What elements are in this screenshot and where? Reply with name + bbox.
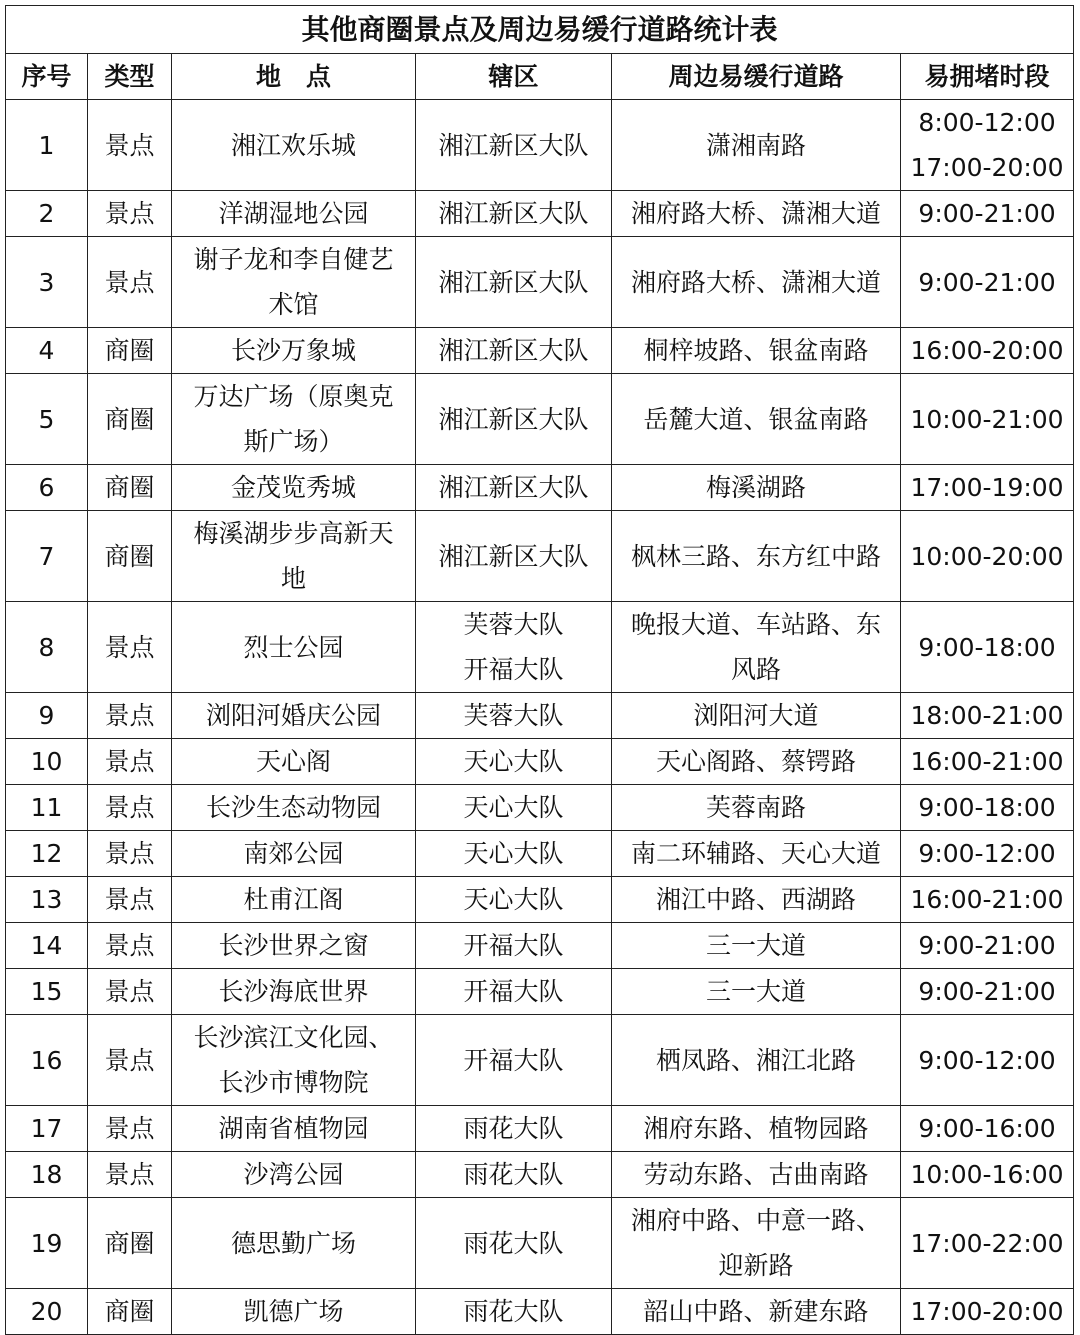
row-time: 10:00-16:00 <box>901 1152 1074 1198</box>
header-row <box>6 54 1074 100</box>
row-type: 景点 <box>88 237 172 328</box>
row-time: 16:00-21:00 <box>901 877 1074 923</box>
row-place: 梅溪湖步步高新天 地 <box>172 511 416 602</box>
table-row <box>6 328 1074 374</box>
row-time: 9:00-21:00 <box>901 191 1074 237</box>
row-number: 8 <box>6 602 88 693</box>
row-time: 9:00-12:00 <box>901 1015 1074 1106</box>
row-time: 17:00-22:00 <box>901 1198 1074 1289</box>
row-type: 景点 <box>88 100 172 191</box>
row-place: 谢子龙和李自健艺 术馆 <box>172 237 416 328</box>
row-type: 景点 <box>88 1015 172 1106</box>
row-roads: 湘江中路、西湖路 <box>612 877 901 923</box>
row-roads: 韶山中路、新建东路 <box>612 1289 901 1335</box>
row-time: 18:00-21:00 <box>901 693 1074 739</box>
row-number: 9 <box>6 693 88 739</box>
row-number: 17 <box>6 1106 88 1152</box>
row-roads: 岳麓大道、银盆南路 <box>612 374 901 465</box>
traffic-statistics-table <box>5 5 1074 1335</box>
row-roads: 潇湘南路 <box>612 100 901 191</box>
row-district: 雨花大队 <box>416 1152 612 1198</box>
row-time: 16:00-20:00 <box>901 328 1074 374</box>
row-time: 9:00-12:00 <box>901 831 1074 877</box>
header-district: 辖区 <box>416 54 612 100</box>
row-number: 2 <box>6 191 88 237</box>
row-place: 杜甫江阁 <box>172 877 416 923</box>
row-number: 6 <box>6 465 88 511</box>
row-district: 湘江新区大队 <box>416 191 612 237</box>
row-time: 17:00-20:00 <box>901 1289 1074 1335</box>
row-roads: 桐梓坡路、银盆南路 <box>612 328 901 374</box>
table-row <box>6 511 1074 602</box>
table-row <box>6 969 1074 1015</box>
row-time: 17:00-19:00 <box>901 465 1074 511</box>
row-roads: 三一大道 <box>612 923 901 969</box>
table-row <box>6 1106 1074 1152</box>
row-type: 商圈 <box>88 465 172 511</box>
row-place: 浏阳河婚庆公园 <box>172 693 416 739</box>
row-number: 19 <box>6 1198 88 1289</box>
row-type: 景点 <box>88 877 172 923</box>
row-type: 商圈 <box>88 374 172 465</box>
row-district: 雨花大队 <box>416 1198 612 1289</box>
row-district: 湘江新区大队 <box>416 511 612 602</box>
row-roads: 晚报大道、车站路、东 风路 <box>612 602 901 693</box>
row-type: 景点 <box>88 191 172 237</box>
table-row <box>6 831 1074 877</box>
row-district: 天心大队 <box>416 831 612 877</box>
row-place: 长沙滨江文化园、 长沙市博物院 <box>172 1015 416 1106</box>
row-place: 万达广场（原奥克 斯广场） <box>172 374 416 465</box>
row-time: 9:00-21:00 <box>901 923 1074 969</box>
row-place: 长沙海底世界 <box>172 969 416 1015</box>
table-row <box>6 237 1074 328</box>
table-row <box>6 923 1074 969</box>
row-type: 景点 <box>88 602 172 693</box>
row-number: 12 <box>6 831 88 877</box>
row-number: 20 <box>6 1289 88 1335</box>
row-place: 湖南省植物园 <box>172 1106 416 1152</box>
row-number: 15 <box>6 969 88 1015</box>
table-row <box>6 602 1074 693</box>
header-place: 地 点 <box>172 54 416 100</box>
table-title: 其他商圈景点及周边易缓行道路统计表 <box>6 6 1074 54</box>
header-time: 易拥堵时段 <box>901 54 1074 100</box>
row-district: 天心大队 <box>416 877 612 923</box>
row-number: 7 <box>6 511 88 602</box>
row-time: 10:00-20:00 <box>901 511 1074 602</box>
row-roads: 湘府路大桥、潇湘大道 <box>612 237 901 328</box>
row-place: 德思勤广场 <box>172 1198 416 1289</box>
table-row <box>6 374 1074 465</box>
row-district: 湘江新区大队 <box>416 328 612 374</box>
row-number: 5 <box>6 374 88 465</box>
row-type: 景点 <box>88 693 172 739</box>
row-place: 金茂览秀城 <box>172 465 416 511</box>
row-time: 9:00-21:00 <box>901 237 1074 328</box>
row-roads: 栖凤路、湘江北路 <box>612 1015 901 1106</box>
row-place: 烈士公园 <box>172 602 416 693</box>
row-time: 9:00-21:00 <box>901 969 1074 1015</box>
row-time: 9:00-18:00 <box>901 785 1074 831</box>
row-district: 湘江新区大队 <box>416 100 612 191</box>
row-district: 雨花大队 <box>416 1106 612 1152</box>
row-roads: 南二环辅路、天心大道 <box>612 831 901 877</box>
row-district: 开福大队 <box>416 1015 612 1106</box>
row-place: 南郊公园 <box>172 831 416 877</box>
row-district: 湘江新区大队 <box>416 465 612 511</box>
row-type: 景点 <box>88 739 172 785</box>
table-row <box>6 739 1074 785</box>
table-row <box>6 1198 1074 1289</box>
row-roads: 枫林三路、东方红中路 <box>612 511 901 602</box>
row-type: 景点 <box>88 1106 172 1152</box>
row-number: 1 <box>6 100 88 191</box>
row-type: 景点 <box>88 923 172 969</box>
row-place: 长沙万象城 <box>172 328 416 374</box>
row-type: 景点 <box>88 1152 172 1198</box>
row-district: 雨花大队 <box>416 1289 612 1335</box>
row-district: 芙蓉大队 开福大队 <box>416 602 612 693</box>
row-time: 9:00-18:00 <box>901 602 1074 693</box>
row-district: 开福大队 <box>416 923 612 969</box>
row-type: 商圈 <box>88 328 172 374</box>
row-time: 8:00-12:00 17:00-20:00 <box>901 100 1074 191</box>
row-type: 商圈 <box>88 1289 172 1335</box>
row-place: 沙湾公园 <box>172 1152 416 1198</box>
row-type: 景点 <box>88 785 172 831</box>
table-row <box>6 785 1074 831</box>
row-place: 天心阁 <box>172 739 416 785</box>
row-place: 洋湖湿地公园 <box>172 191 416 237</box>
row-district: 开福大队 <box>416 969 612 1015</box>
row-roads: 天心阁路、蔡锷路 <box>612 739 901 785</box>
row-time: 10:00-21:00 <box>901 374 1074 465</box>
row-place: 湘江欢乐城 <box>172 100 416 191</box>
table-row <box>6 877 1074 923</box>
row-number: 13 <box>6 877 88 923</box>
header-type: 类型 <box>88 54 172 100</box>
row-roads: 浏阳河大道 <box>612 693 901 739</box>
row-place: 长沙生态动物园 <box>172 785 416 831</box>
row-place: 凯德广场 <box>172 1289 416 1335</box>
row-district: 湘江新区大队 <box>416 374 612 465</box>
table-row <box>6 465 1074 511</box>
row-number: 3 <box>6 237 88 328</box>
header-roads: 周边易缓行道路 <box>612 54 901 100</box>
row-time: 9:00-16:00 <box>901 1106 1074 1152</box>
table-row <box>6 1015 1074 1106</box>
row-number: 16 <box>6 1015 88 1106</box>
row-roads: 三一大道 <box>612 969 901 1015</box>
row-district: 天心大队 <box>416 785 612 831</box>
table-row <box>6 693 1074 739</box>
table-row <box>6 191 1074 237</box>
row-time: 16:00-21:00 <box>901 739 1074 785</box>
row-number: 18 <box>6 1152 88 1198</box>
row-type: 景点 <box>88 969 172 1015</box>
table-row <box>6 100 1074 191</box>
row-roads: 湘府中路、中意一路、 迎新路 <box>612 1198 901 1289</box>
row-roads: 梅溪湖路 <box>612 465 901 511</box>
header-number: 序号 <box>6 54 88 100</box>
row-district: 湘江新区大队 <box>416 237 612 328</box>
row-number: 11 <box>6 785 88 831</box>
row-place: 长沙世界之窗 <box>172 923 416 969</box>
row-roads: 劳动东路、古曲南路 <box>612 1152 901 1198</box>
row-type: 景点 <box>88 831 172 877</box>
row-number: 4 <box>6 328 88 374</box>
row-number: 10 <box>6 739 88 785</box>
table-row <box>6 1289 1074 1335</box>
row-type: 商圈 <box>88 1198 172 1289</box>
row-type: 商圈 <box>88 511 172 602</box>
row-district: 芙蓉大队 <box>416 693 612 739</box>
row-roads: 湘府东路、植物园路 <box>612 1106 901 1152</box>
row-roads: 芙蓉南路 <box>612 785 901 831</box>
table-row <box>6 1152 1074 1198</box>
row-district: 天心大队 <box>416 739 612 785</box>
row-number: 14 <box>6 923 88 969</box>
row-roads: 湘府路大桥、潇湘大道 <box>612 191 901 237</box>
